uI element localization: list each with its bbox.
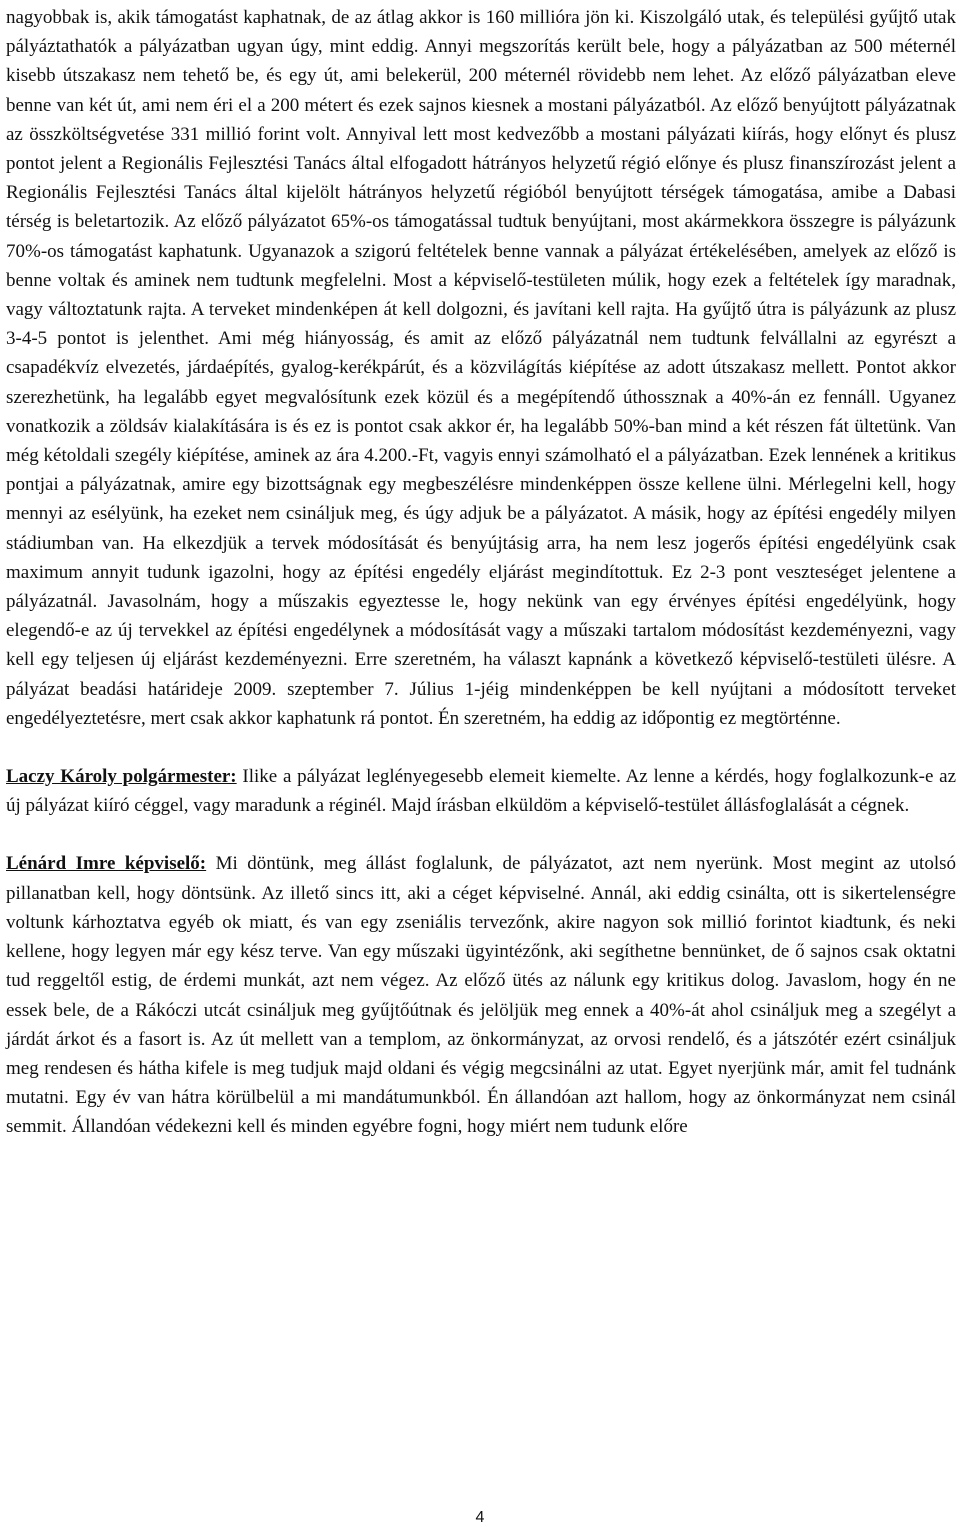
document-page bbox=[6, 0, 956, 1534]
speaker-name: Laczy Károly polgármester: bbox=[6, 766, 237, 788]
paragraph-mayor-statement bbox=[6, 762, 956, 820]
paragraph-representative-statement bbox=[6, 849, 956, 1141]
speaker-name: Lénárd Imre képviselő: bbox=[6, 853, 207, 875]
paragraph-intro bbox=[6, 3, 956, 733]
paragraph-text: Mi döntünk, meg állást foglalunk, de pályázatot, azt nem nyerünk. Most megint az utolsó pillanatban kell, hogy döntsünk. Az illető sincs itt, aki a céget képviselné. Annál, aki eddig csinálta, ott is sikertelenségre voltunk kárhoztatva egyéb ok miatt, és van egy zseniális tervezőnk, akire nagyon sok millió forintot kiadtunk, és neki kellene, hogy legyen már egy kész terve. Van egy műszaki ügyintézőnk, aki segíthetne bennünket, de ő sajnos csak oktatni tud reggeltől estig, de érdemi munkát, azt nem végez. Az előző ütés az nálunk egy kritikus dolog. Javaslom, hogy én ne essek bele, de a Rákóczi utcát csináljuk meg gyűjtőútnak és jelöljük meg ennek a 40%-át ahol csináljuk meg a szegélyt a járdát árkot és a fasort is. Az út mellett van a templom, az önkormányzat, az orvosi rendelő, és a játszótér ezért csináljuk meg rendesen és hátha kifele is meg tudjuk majd oldani és végig megcsinálni az utat. Egyet nyerjünk már, amit fel tudnánk mutatni. Egy év van hátra körülbelül a mi mandátumunkból. Én állandóan azt hallom, hogy az önkormányzat nem csinál semmit. Állandóan védekezni kell és minden egyébre fogni, hogy miért nem tudunk előre bbox=[6, 853, 956, 1138]
page-number: 4 bbox=[475, 1509, 485, 1526]
paragraph-text: Ilike a pályázat leglényegesebb elemeit kiemelte. Az lenne a kérdés, hogy foglalkozunk-e az új pályázat kiíró céggel, vagy maradunk a réginél. Majd írásban elküldöm a képviselő-testület állásfoglalását a cégnek. bbox=[6, 766, 956, 817]
paragraph-text: nagyobbak is, akik támogatást kaphatnak, de az átlag akkor is 160 millióra jön ki. Kiszolgáló utak, és települési gyűjtő utak pályáztathatók a pályázatban ugyan úgy, mint eddig. Annyi megszorítás került bele, hogy a pályázatban az 500 méternél kisebb útszakasz nem tehető be, és egy út, ami belekerül, 200 méternél rövidebb nem lehet. Az előző pályázatban eleve benne van két út, ami nem éri el a 200 métert és ezek sajnos kiesnek a mostani pályázatból. Az előző benyújtott pályázatnak az összköltségvetése 331 millió forint volt. Annyival lett most kedvezőbb a mostani pályázati kiírás, hogy előnyt és plusz pontot jelent a Regionális Fejlesztési Tanács által elfogadott hátrányos helyzetű régió előnye és plusz finanszírozást jelent a Regionális Fejlesztési Tanács által kijelölt hátrányos helyzetű régióból benyújtott térségek támogatása, amibe a Dabasi térség is beletartozik. Az előző pályázatot 65%-os támogatással tudtuk benyújtani, most akármekkora összegre is pályázunk 70%-os támogatást kaphatunk. Ugyanazok a szigorú feltételek benne vannak a pályázat értékelésében, amelyek az előző is benne voltak és aminek nem tudtunk megfelelni. Most a képviselő-testületen múlik, hogy ezek a feltételek így maradnak, vagy változtatunk rajta. A terveket mindenképen át kell dolgozni, és javítani kell rajta. Ha gyűjtő útra is pályázunk az plusz 3-4-5 pontot is jelenthet. Ami még hiányosság, és amit az előző pályázatnál nem tudtunk felvállalni az egyrészt a csapadékvíz elvezetés, járdaépítés, gyalog-kerékpárút, és a közvilágítás kiépítése az adott útszakasz mellett. Pontot akkor szerezhetünk, ha legalább egyet megvalósítunk ezek közül és a megépítendő úthossznak a 40%-án ez fennáll. Ugyanez vonatkozik a zöldsáv kialakítására is és ez is pontot csak akkor ér, ha legalább 50%-ban mind a két részen fát ültetünk. Van még kétoldali szegély kiépítése, aminek az ára 4.200.-Ft, vagyis ennyi számolható el a pályázatban. Ezek lennének a kritikus pontjai a pályázatnak, amire egy bizottságnak egy megbeszélésre mindenképpen össze kellene ülni. Mérlegelni kell, hogy mennyi az esélyünk, ha ezeket nem csináljuk meg, és úgy adjuk be a pályázatot. A másik, hogy az építési engedély milyen stádiumban van. Ha elkezdjük a tervek módosítását és benyújtásig arra, ha nem lesz jogerős építési engedélyünk csak maximum annyit tudunk igazolni, hogy az építési engedély eljárást megindítottuk. Ez 2-3 pont veszteséget jelentene a pályázatnál. Javasolnám, hogy a műszakis egyeztesse le, hogy nekünk van egy érvényes építési engedélyünk, hogy elegendő-e az új tervekkel az építési engedélynek a módosítását vagy a műszaki tartalom módosítást kezdeményezni, vagy kell egy teljesen új eljárást kezdeményezni. Erre szeretném, ha választ kapnánk a következő képviselő-testületi ülésre. A pályázat beadási határideje 2009. szeptember 7. Július 1-jéig mindenképpen be kell nyújtani a módosított terveket engedélyeztetésre, mert csak akkor kaphatunk rá pontot. Én szeretném, ha eddig az időpontig ez megtörténne. bbox=[6, 7, 956, 729]
